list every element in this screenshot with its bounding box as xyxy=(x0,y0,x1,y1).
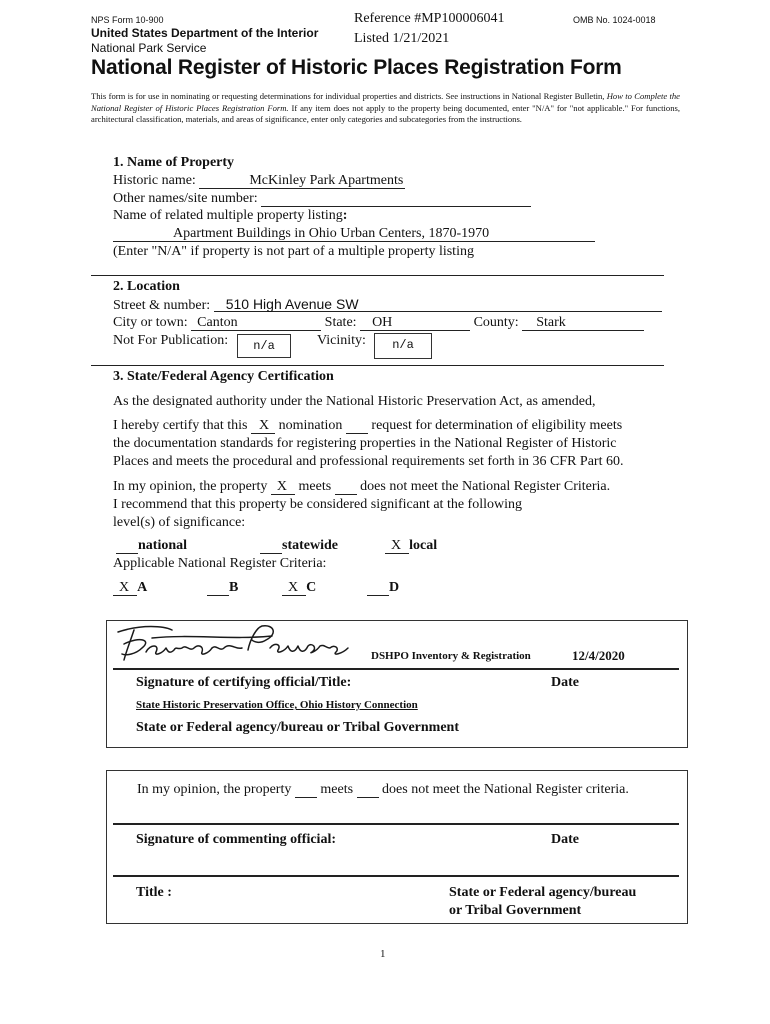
certifying-sig-label: Signature of certifying official/Title: xyxy=(136,675,352,690)
level-national xyxy=(116,538,187,554)
commenting-title-line xyxy=(113,875,679,877)
commenting-opinion xyxy=(137,782,629,798)
nomination-mark: X xyxy=(251,419,275,434)
commenting-agency-line1: State or Federal agency/bureau xyxy=(449,885,637,900)
meets-label: meets xyxy=(295,479,335,494)
level-statewide-label: statewide xyxy=(282,538,338,553)
city-row xyxy=(113,315,644,331)
publication-label: Not For Publication: xyxy=(113,333,229,348)
city-label: City or town: xyxy=(113,315,188,330)
certify-text: I hereby certify that this xyxy=(113,418,252,433)
nomination-label: nomination xyxy=(275,418,346,433)
opinion-text: In my opinion, the property xyxy=(113,479,271,494)
certifying-title: DSHPO Inventory & Registration xyxy=(371,650,531,662)
county-label: County: xyxy=(473,315,519,330)
criteria-a xyxy=(113,580,147,596)
certifying-office: State Historic Preservation Office, Ohio History Connection xyxy=(136,699,418,711)
meets-mark: X xyxy=(271,480,295,495)
publication-field[interactable]: n/a xyxy=(237,334,291,358)
instructions-part1: This form is for use in nominating or requesting determinations for individual properties and districts. See instructions in National Register Bulletin, xyxy=(91,91,607,101)
commenting-title-label: Title : xyxy=(136,885,172,900)
criteria-c xyxy=(282,580,316,596)
certification-date: 12/4/2020 xyxy=(572,648,625,663)
listed-date: Listed 1/21/2021 xyxy=(354,31,450,46)
agency-name: United States Department of the Interior xyxy=(91,26,319,40)
level-local-mark: X xyxy=(385,539,409,554)
city-value: Canton xyxy=(191,316,321,331)
other-names-label: Other names/site number: xyxy=(113,191,258,206)
other-names-row xyxy=(113,191,531,207)
criteria-b xyxy=(207,580,238,596)
certifying-date-label: Date xyxy=(551,675,579,690)
historic-name-value: McKinley Park Apartments xyxy=(199,174,405,189)
historic-name-label: Historic name: xyxy=(113,173,196,188)
commenting-signature-line xyxy=(113,823,679,825)
criteria-a-mark: X xyxy=(113,581,137,596)
section2-heading: 2. Location xyxy=(113,279,180,294)
form-number: NPS Form 10-900 xyxy=(91,15,164,25)
criteria-label: Applicable National Register Criteria: xyxy=(113,556,327,571)
certifying-agency-label: State or Federal agency/bureau or Tribal Government xyxy=(136,720,460,735)
section3-heading: 3. State/Federal Agency Certification xyxy=(113,369,334,384)
not-meet-label: does not meet the National Register Criteria. xyxy=(356,479,611,494)
certify-line1 xyxy=(113,418,622,434)
street-value: 510 High Avenue SW xyxy=(214,297,662,312)
commenting-sig-label: Signature of commenting official: xyxy=(136,832,336,847)
related-listing-value-row xyxy=(113,226,595,242)
related-listing-value: Apartment Buildings in Ohio Urban Centers, 1870-1970 xyxy=(113,227,595,242)
section-divider xyxy=(91,275,664,276)
level-local xyxy=(385,538,437,554)
criteria-b-label: B xyxy=(229,580,239,595)
street-row xyxy=(113,297,662,314)
certify-line3: Places and meets the procedural and professional requirements set forth in 36 CFR Part 60. xyxy=(113,454,624,469)
criteria-c-mark: X xyxy=(282,581,306,596)
criteria-d xyxy=(367,580,399,596)
county-value: Stark xyxy=(522,316,644,331)
recommend-line1: I recommend that this property be considered significant at the following xyxy=(113,497,522,512)
recommend-line2: level(s) of significance: xyxy=(113,515,246,530)
commenting-not-meet-label: does not meet the National Register criteria. xyxy=(378,782,629,797)
historic-name-row xyxy=(113,173,405,189)
commenting-opinion-text: In my opinion, the property xyxy=(137,782,295,797)
state-value: OH xyxy=(360,316,470,331)
street-label: Street & number: xyxy=(113,298,211,313)
level-local-label: local xyxy=(409,538,438,553)
commenting-meets-label: meets xyxy=(316,782,357,797)
section1-heading: 1. Name of Property xyxy=(113,155,235,170)
commenting-agency-line2: or Tribal Government xyxy=(449,903,582,918)
reference-number: Reference #MP100006041 xyxy=(354,11,505,26)
bulletin-title: How to Complete the National Register of Historic Places Registration Form. xyxy=(91,91,680,113)
related-listing-row xyxy=(113,208,347,224)
page-number: 1 xyxy=(380,948,386,960)
related-listing-label: Name of related multiple property listing xyxy=(113,208,343,223)
level-national-label: national xyxy=(138,538,188,553)
state-label: State: xyxy=(324,315,357,330)
instructions-part2: If any item does not apply to the property being documented, enter "N/A" for "not applicable." For functions, architectural classification, materials, and areas of significance, enter only categories and subcategories from the instructions. xyxy=(91,102,681,124)
omb-number: OMB No. 1024-0018 xyxy=(573,15,656,25)
signature-graphic xyxy=(112,618,358,666)
handwritten-signature xyxy=(112,618,358,671)
certify-line2: the documentation standards for registering properties in the National Register of Historic xyxy=(113,436,617,451)
vicinity-label: Vicinity: xyxy=(317,333,366,348)
signature-line xyxy=(113,668,679,670)
criteria-a-label: A xyxy=(137,580,148,595)
section-divider xyxy=(91,365,664,366)
commenting-date-label: Date xyxy=(551,832,579,847)
vicinity-field[interactable]: n/a xyxy=(374,333,432,359)
level-statewide xyxy=(260,538,338,554)
request-label: request for determination of eligibility meets xyxy=(367,418,623,433)
related-listing-note: (Enter "N/A" if property is not part of a multiple property listing xyxy=(113,244,474,259)
opinion-line xyxy=(113,479,610,495)
service-name: National Park Service xyxy=(91,41,207,55)
related-listing-colon: : xyxy=(342,208,348,223)
page-title: National Register of Historic Places Registration Form xyxy=(91,56,622,79)
criteria-d-label: D xyxy=(389,580,400,595)
authority-statement: As the designated authority under the National Historic Preservation Act, as amended, xyxy=(113,394,596,409)
instructions xyxy=(91,91,680,126)
criteria-c-label: C xyxy=(306,580,317,595)
